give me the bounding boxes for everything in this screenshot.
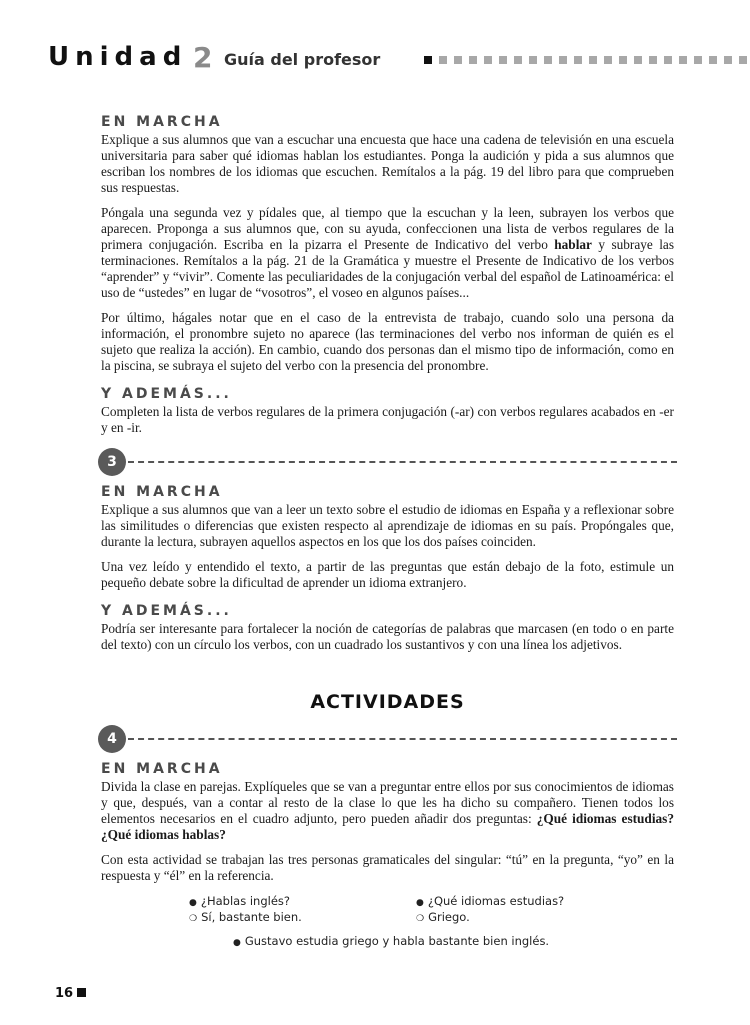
paragraph: Póngala una segunda vez y pídales que, al tiempo que la escuchan y la leen, subrayen los verbos que aparecen. Proponga a sus alumnos que, con su ayuda, confeccionen una lista de verbos regulares de la primera conjugación. Escriba en la pizarra el Presente de Indicativo del verbo hablar y subraye las terminaciones. Remítalos a la pág. 21 de la Gramática y muestre el Presente de Indicativo de los verbos “aprender” y “vivir”. Comente las peculiaridades de la conjugación verbal del español de Latinoamérica: el uso de “ustedes” en lugar de “vosotros”, el voseo en algunos países... [101,205,674,300]
dashed-divider [128,738,677,740]
paragraph: Podría ser interesante para fortalecer la noción de categorías de palabras que marcasen (en todo o en parte del texto) con un círculo los verbos, con un cuadrado los sustantivos y con una línea los adjetivos. [101,621,674,652]
exercise-divider-4 [98,725,674,755]
unit-subtitle: Guía del profesor [224,50,381,69]
section-heading-en-marcha: EN MARCHA [101,484,223,500]
section-heading-en-marcha: EN MARCHA [101,114,223,130]
section-heading-en-marcha: EN MARCHA [101,761,223,777]
exercise-divider-3 [98,448,674,478]
paragraph: Explique a sus alumnos que van a leer un texto sobre el estudio de idiomas en España y a reflexionar sobre las similitudes o diferencias que existen respecto al aprendizaje de idiomas en su país. Propóngales que, durante la lectura, subrayen aquellos aspectos en los que los dos países coinciden. [101,502,674,549]
paragraph: Completen la lista de verbos regulares de la primera conjugación (-ar) con verbos regulares acabados en -er y en -ir. [101,404,674,435]
square-icon [77,988,86,997]
page-number: 16 [55,986,86,1001]
filled-bullet-icon: ● [233,938,241,948]
paragraph: Con esta actividad se trabajan las tres personas gramaticales del singular: “tú” en la pregunta, “yo” en la respuesta y “él” en la referencia. [101,852,674,883]
exercise-number-badge: 4 [98,725,126,753]
empty-bullet-icon: ❍ [416,914,425,924]
paragraph: Divida la clase en parejas. Explíqueles que se van a preguntar entre ellos por sus conocimientos de idiomas y que, después, van a contar al resto de la clase lo que les ha dicho su compañero. Tienen todos los elementos necesarios en el cuadro adjunto, pero pueden añadir dos preguntas: ¿Qué idiomas estudias? ¿Qué idiomas hablas? [101,779,674,842]
dialog-summary: ● Gustavo estudia griego y habla bastante bien inglés. [233,934,550,948]
filled-bullet-icon: ● [189,898,197,908]
unit-title: Unidad [48,42,188,72]
paragraph: Explique a sus alumnos que van a escuchar una encuesta que hace una cadena de televisión en una escuela universitaria para saber qué idiomas hablan los estudiantes. Ponga la audición y pida a sus alumnos que escriban los nombres de los idiomas que escuchen. Remítalos a la pág. 19 del libro para que comprueben sus respuestas. [101,132,674,195]
header-decoration-squares [424,56,748,66]
main-content [101,114,674,953]
paragraph: Por último, hágales notar que en el caso de la entrevista de trabajo, cuando solo una persona da información, el pronombre sujeto no aparece (las terminaciones del verbo nos informan de quién es el sujeto que realiza la acción). En cambio, cuando dos personas dan el mismo tipo de información, como en la piscina, se subraya el sujeto del verbo con la presencia del pronombre. [101,310,674,373]
dashed-divider [128,461,677,463]
activities-title: ACTIVIDADES [310,691,465,713]
bold-questions: ¿Qué idiomas estudias? ¿Qué idiomas hablas? [101,811,674,842]
section-heading-y-ademas: Y ADEMÁS... [101,603,232,619]
filled-bullet-icon: ● [416,898,424,908]
section-heading-y-ademas: Y ADEMÁS... [101,386,232,402]
dialog-line: ❍ Griego. [416,910,470,924]
empty-bullet-icon: ❍ [189,914,198,924]
unit-number: 2 [193,41,213,74]
paragraph: Una vez leído y entendido el texto, a partir de las preguntas que están debajo de la foto, estimule un pequeño debate sobre la dificultad de aprender un idioma extranjero. [101,559,674,590]
dialog-line: ● ¿Hablas inglés? [189,894,290,908]
page-header [48,40,748,80]
dialog-box [101,893,674,953]
exercise-number-badge: 3 [98,448,126,476]
dialog-line: ● ¿Qué idiomas estudias? [416,894,565,908]
dialog-line: ❍ Sí, bastante bien. [189,910,302,924]
bold-term: hablar [554,237,592,252]
